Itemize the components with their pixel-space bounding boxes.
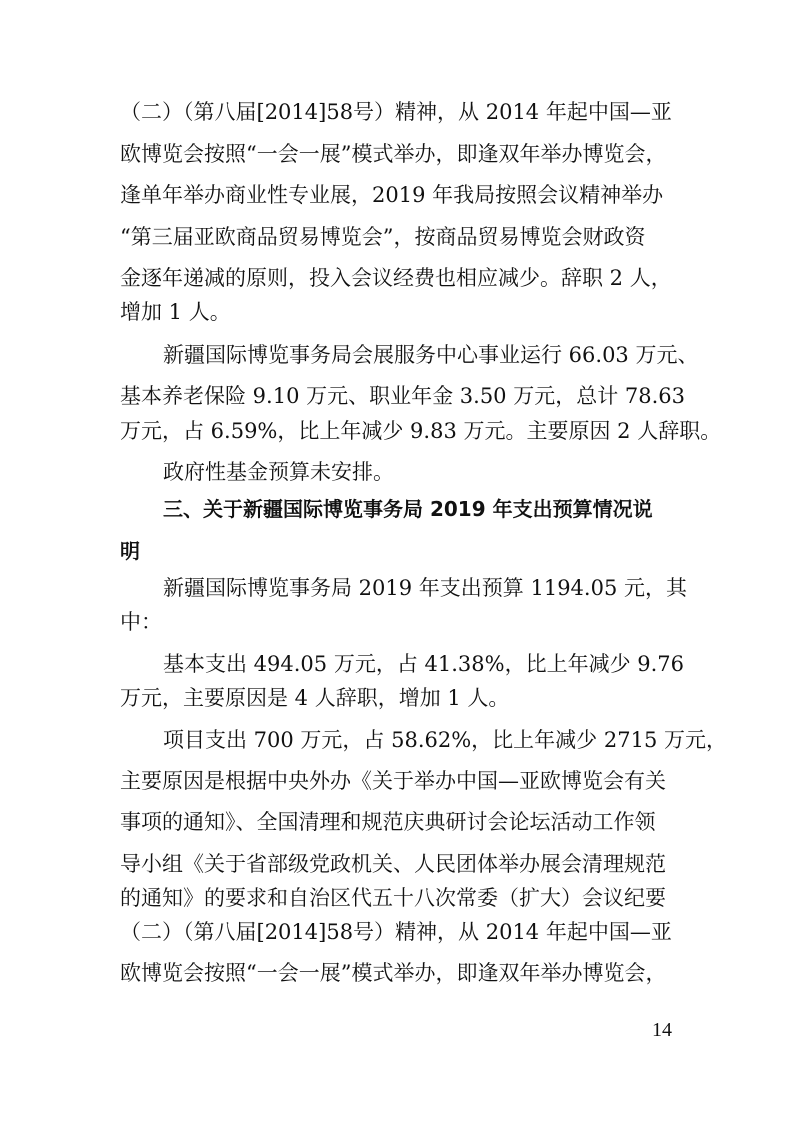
text-line: （二）（第八届[2014]58号）精神，从 2014 年起中国—亚 bbox=[120, 920, 672, 944]
text-line: “第三届亚欧商品贸易博览会”，按商品贸易博览会财政资 bbox=[120, 225, 646, 249]
text-line: 基本养老保险 9.10 万元、职业年金 3.50 万元，总计 78.63 bbox=[120, 384, 686, 408]
text-line: 中： bbox=[120, 610, 162, 634]
text-line: 万元，占 6.59%，比上年减少 9.83 万元。主要原因 2 人辞职。 bbox=[120, 419, 722, 443]
text-line: 欧博览会按照“一会一展”模式举办，即逢双年举办博览会， bbox=[120, 961, 667, 985]
text-line: 万元，主要原因是 4 人辞职，增加 1 人。 bbox=[120, 686, 510, 710]
section-heading: 三、关于新疆国际博览事务局 2019 年支出预算情况说 bbox=[163, 497, 653, 521]
text-line: 逢单年举办商业性专业展，2019 年我局按照会议精神举办 bbox=[120, 183, 664, 207]
text-line: 项目支出 700 万元，占 58.62%，比上年减少 2715 万元， bbox=[163, 728, 727, 752]
text-line: （二）（第八届[2014]58号）精神，从 2014 年起中国—亚 bbox=[120, 100, 672, 124]
text-line: 欧博览会按照“一会一展”模式举办，即逢双年举办博览会， bbox=[120, 142, 667, 166]
text-line: 金逐年递减的原则，投入会议经费也相应减少。辞职 2 人， bbox=[120, 266, 672, 290]
text-line: 增加 1 人。 bbox=[120, 300, 231, 324]
text-line: 新疆国际博览事务局 2019 年支出预算 1194.05 元，其 bbox=[163, 576, 687, 600]
section-heading: 明 bbox=[120, 539, 140, 563]
page-number: 14 bbox=[652, 1019, 672, 1041]
text-line: 基本支出 494.05 万元，占 41.38%，比上年减少 9.76 bbox=[163, 652, 685, 676]
text-line: 事项的通知》、全国清理和规范庆典研讨会论坛活动工作领 bbox=[120, 810, 656, 834]
text-line: 主要原因是根据中央外办《关于举办中国—亚欧博览会有关 bbox=[120, 769, 666, 793]
text-line: 新疆国际博览事务局会展服务中心事业运行 66.03 万元、 bbox=[163, 343, 699, 367]
text-line: 导小组《关于省部级党政机关、人民团体举办展会清理规范 bbox=[120, 852, 666, 876]
text-line: 政府性基金预算未安排。 bbox=[163, 460, 394, 484]
text-line: 的通知》的要求和自治区代五十八次常委（扩大）会议纪要 bbox=[120, 886, 666, 910]
